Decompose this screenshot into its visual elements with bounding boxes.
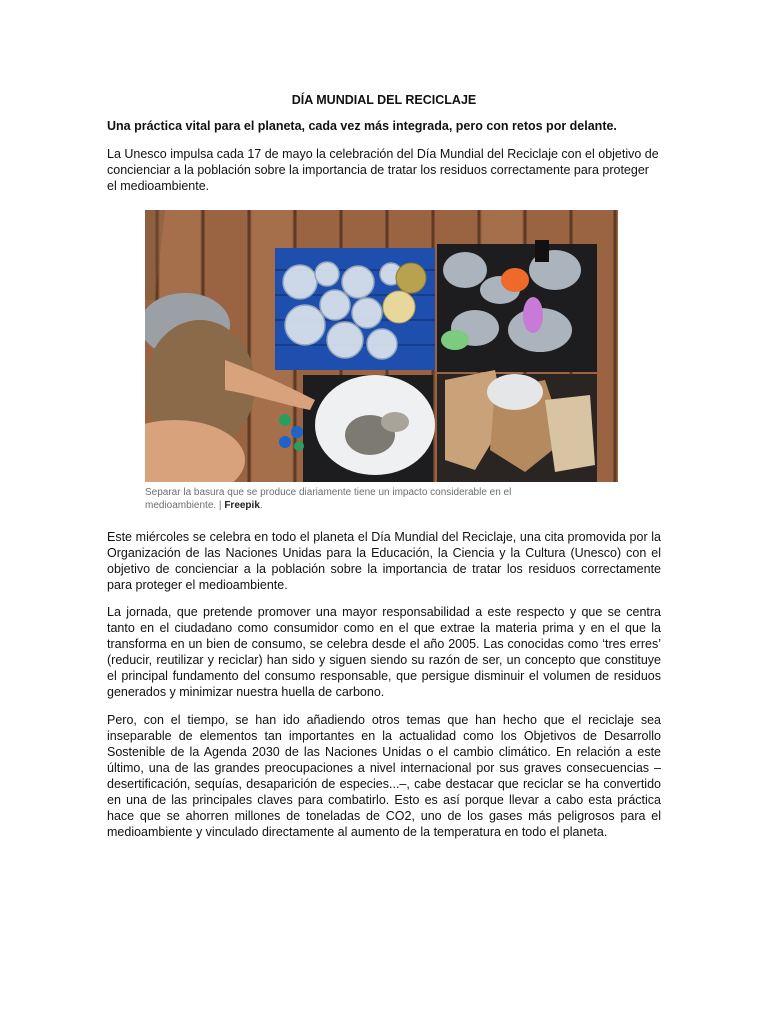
intro-paragraph: La Unesco impulsa cada 17 de mayo la celebración del Día Mundial del Reciclaje con el objetivo de concienciar a la población sobre la importancia de tratar los residuos correctamente para proteger el medioambiente. — [107, 147, 659, 193]
article-title: DÍA MUNDIAL DEL RECICLAJE — [291, 93, 477, 107]
caption-text: Separar la basura que se produce diariamente tiene un impacto considerable en el medioambiente. | — [145, 487, 512, 511]
recycling-photo — [145, 210, 618, 482]
caption-credit: Freepik — [224, 500, 260, 511]
photo-caption — [145, 486, 575, 512]
body-paragraph: Pero, con el tiempo, se han ido añadiendo otros temas que han hecho que el reciclaje sea inseparable de elementos tan importantes en la actualidad como los Objetivos de Desarrollo Sostenible de la Agenda 2030 de las Naciones Unidas o el cambio climático. En relación a este último, una de las grandes preocupaciones a nivel internacional por sus graves consecuencias –desertificación, sequías, desaparición de especies...–, cabe destacar que reciclar se ha convertido en una de las principales claves para combatirlo. Esto es así porque llevar a cabo esta práctica hace que se ahorren millones de toneladas de CO2, uno de los gases más peligrosos para el medioambiente y vinculado directamente al aumento de la temperatura en todo el planeta. — [107, 713, 661, 839]
body-paragraph: La jornada, que pretende promover una mayor responsabilidad a este respecto y que se centra tanto en el ciudadano como consumidor como en el que extrae la materia prima y en el que la transforma en un bien de consumo, se celebra desde el año 2005. Las conocidas como ‘tres erres’ (reducir, reutilizar y reciclar) han sido y siguen siendo su razón de ser, un concepto que constituye el principal fundamento del consumo responsable, que persigue disminuir el volumen de residuos generados y minimizar nuestra huella de carbono. — [107, 605, 661, 699]
caption-end: . — [259, 500, 263, 511]
recycling-bins-photo-icon — [145, 210, 618, 482]
article-subtitle: Una práctica vital para el planeta, cada vez más integrada, pero con retos por delante. — [107, 119, 617, 133]
body-paragraph: Este miércoles se celebra en todo el planeta el Día Mundial del Reciclaje, una cita promovida por la Organización de las Naciones Unidas para la Educación, la Ciencia y la Cultura (Unesco) con el objetivo de concienciar a la población sobre la importancia de tratar los residuos correctamente para proteger el medioambiente. — [107, 530, 661, 592]
